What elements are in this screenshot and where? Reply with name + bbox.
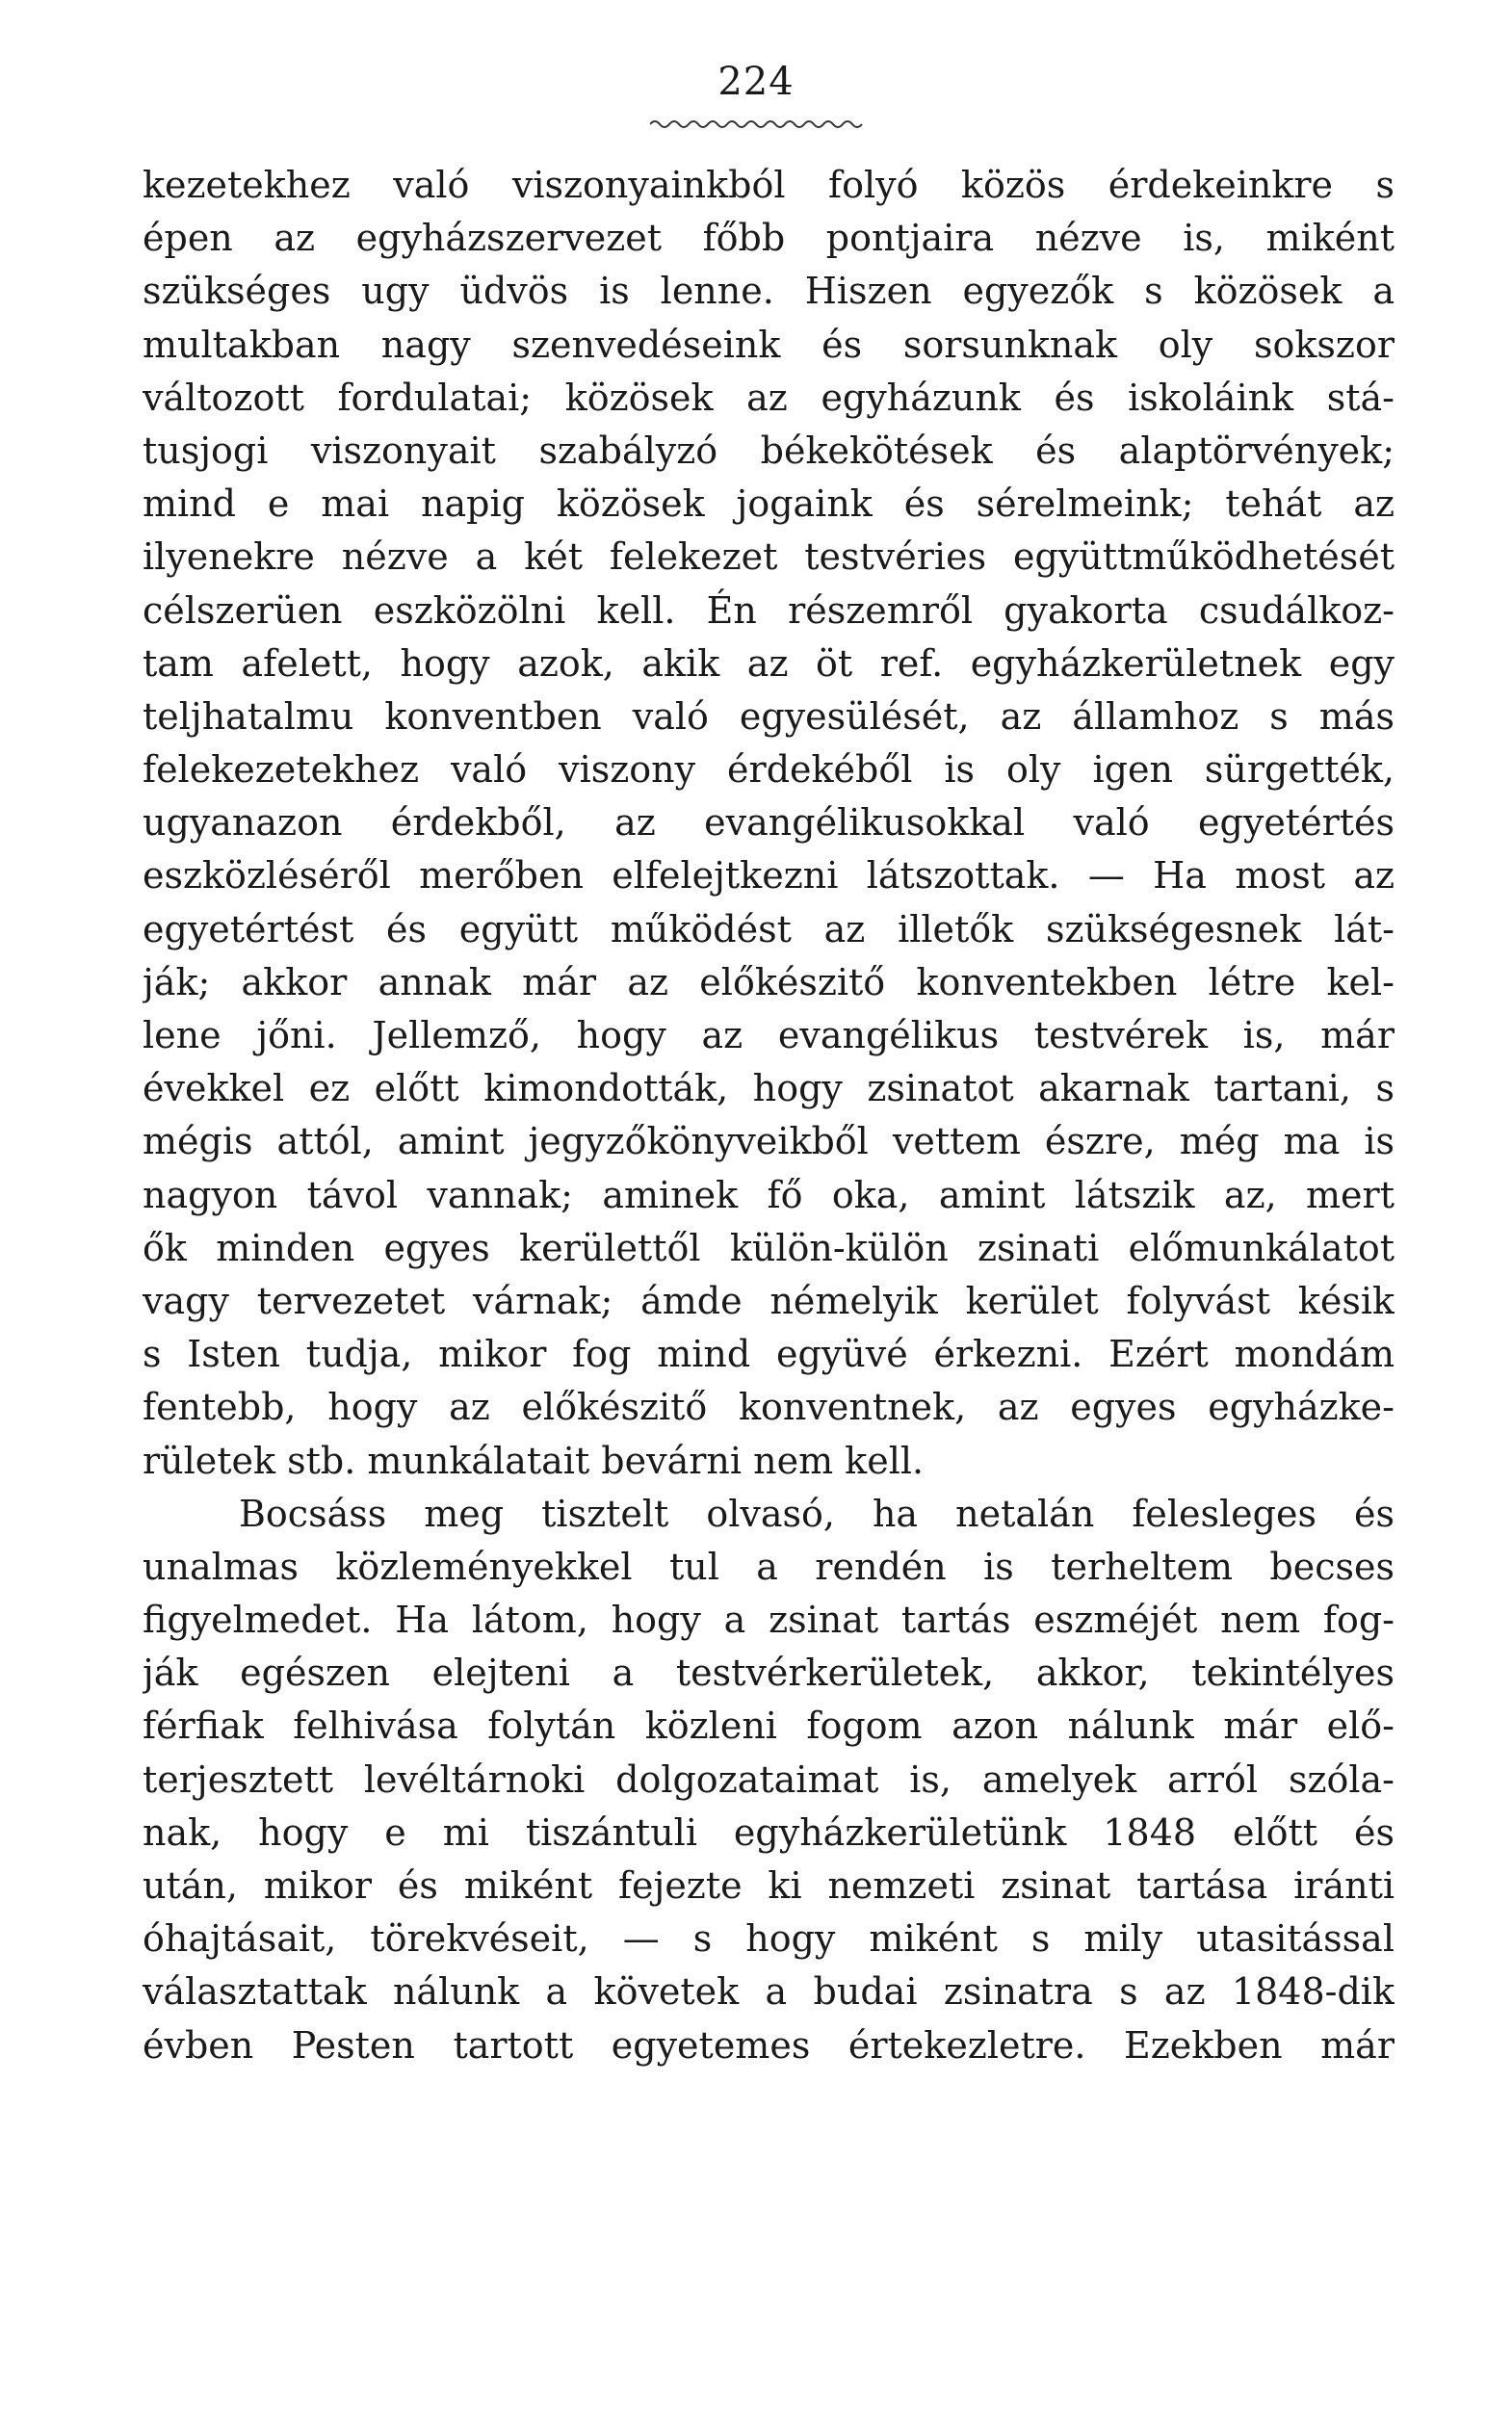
text-line: vagy tervezetet várnak; ámde némelyik kerület folyvást késik <box>143 1279 1395 1322</box>
text-line: tusjogi viszonyait szabályzó békekötések és alaptörvények; <box>143 429 1395 472</box>
wavy-rule-icon <box>650 117 867 131</box>
text-line: felekezetekhez való viszony érdekéből is oly igen sürgették, <box>143 748 1395 792</box>
text-line: szükséges ugy üdvös is lenne. Hiszen egyezők s közösek a <box>143 270 1395 313</box>
text-line: ják egészen elejteni a testvérkerületek, akkor, tekintélyes <box>143 1652 1395 1695</box>
text-line: után, mikor és miként fejezte ki nemzeti zsinat tartása iránti <box>143 1864 1395 1907</box>
text-line: terjesztett levéltárnoki dolgozataimat is, amelyek arról szóla- <box>143 1757 1395 1801</box>
text-line: nagyon távol vannak; aminek fő oka, amint látszik az, mert <box>143 1173 1395 1216</box>
text-line: ják; akkor annak már az előkészitő konventekben létre kel- <box>143 960 1395 1003</box>
page-number: 224 <box>717 60 795 104</box>
text-line: egyetértést és együtt működést az illetők szükségesnek lát- <box>143 907 1395 950</box>
paragraph-2 <box>143 1488 1395 2072</box>
text-line: rületek stb. munkálatait bevárni nem kell. <box>143 1439 925 1482</box>
text-line: s Isten tudja, mikor fog mind együvé érkezni. Ezért mondám <box>143 1333 1395 1376</box>
text-line: évekkel ez előtt kimondották, hogy zsinatot akarnak tartani, s <box>143 1067 1395 1110</box>
text-line: ugyanazon érdekből, az evangélikusokkal való egyetértés <box>143 801 1395 845</box>
text-line: kezetekhez való viszonyainkból folyó közös érdekeinkre s <box>143 164 1395 206</box>
text-line: fentebb, hogy az előkészitő konventnek, az egyes egyházke- <box>143 1386 1395 1429</box>
text-line: figyelmedet. Ha látom, hogy a zsinat tartás eszméjét nem fog- <box>143 1599 1395 1642</box>
text-line: férfiak felhivása folytán közleni fogom azon nálunk már elő- <box>143 1705 1395 1748</box>
text-line: multakban nagy szenvedéseink és sorsunknak oly sokszor <box>143 323 1395 366</box>
text-line: nak, hogy e mi tiszántuli egyházkerületünk 1848 előtt és <box>143 1810 1395 1854</box>
text-line: tam afelett, hogy azok, akik az öt ref. egyházkerületnek egy <box>143 641 1395 685</box>
text-line: teljhatalmu konventben való egyesülését, az államhoz s más <box>143 694 1395 738</box>
text-line: választattak nálunk a követek a budai zsinatra s az 1848-dik <box>143 1970 1395 2014</box>
text-line: eszközléséről merőben elfelejtkezni látszottak. — Ha most az <box>143 854 1395 898</box>
text-line: célszerüen eszközölni kell. Én részemről gyakorta csudálkoz- <box>143 588 1395 632</box>
text-line: óhajtásait, törekvéseit, — s hogy miként s mily utasitással <box>143 1917 1395 1961</box>
text-line: változott fordulatai; közösek az egyházunk és iskoláink stá- <box>143 376 1395 419</box>
text-line: lene jőni. Jellemző, hogy az evangélikus testvérek is, már <box>143 1014 1395 1056</box>
text-line: Bocsáss meg tisztelt olvasó, ha netalán felesleges és <box>239 1492 1395 1535</box>
text-line: ilyenekre nézve a két felekezet testvéries együttműködhetését <box>143 535 1395 579</box>
text-line: évben Pesten tartott egyetemes értekezletre. Ezekben már <box>143 2023 1395 2067</box>
paragraph-1 <box>143 159 1395 1488</box>
text-line: mégis attól, amint jegyzőkönyveikből vettem észre, még ma is <box>143 1120 1395 1163</box>
body-text <box>143 159 1395 2072</box>
text-line: ők minden egyes kerülettől külön-külön zsinati előmunkálatot <box>143 1226 1395 1269</box>
text-line: mind e mai napig közösek jogaink és sérelmeink; tehát az <box>143 482 1395 526</box>
text-line: épen az egyházszervezet főbb pontjaira nézve is, miként <box>143 217 1395 260</box>
text-line: unalmas közleményekkel tul a rendén is terheltem becses <box>143 1545 1395 1588</box>
